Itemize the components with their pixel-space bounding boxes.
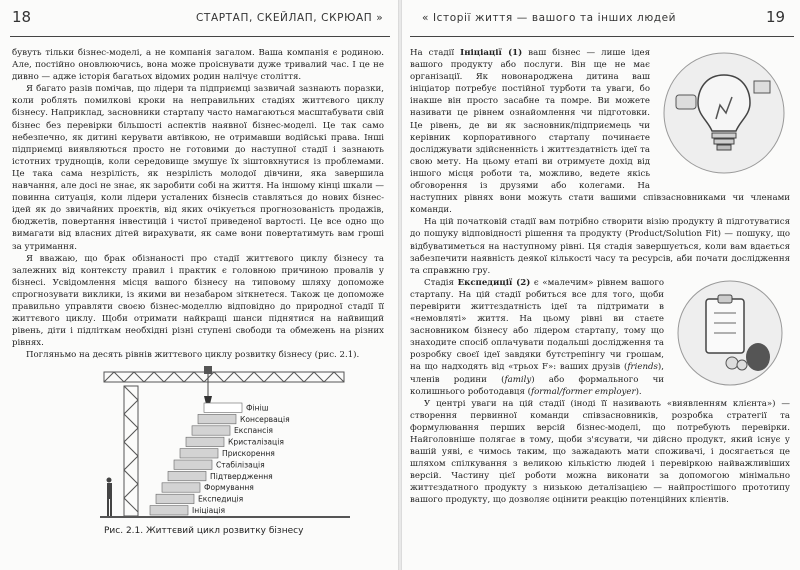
- level-label: Фініш: [246, 403, 269, 413]
- crane-tower: [124, 386, 138, 516]
- running-head: « Історії життя — вашого та інших людей: [422, 12, 677, 24]
- lightbulb-illustration: [658, 47, 790, 183]
- level-label: Експансія: [234, 426, 273, 436]
- level-block: [186, 437, 224, 446]
- levels-stack: [150, 403, 290, 515]
- paragraph: Я багато разів помічав, що лідери та підприємці зазвичай зазнають поразки, коли роблять помилкові кроки на неправильних стадіях життєвого циклу бізнесу. Наприклад, засновники стартапу часто намагаються масштабувати свій бізнес без перевірки більшості аспектів наявної бізнес-моделі. Це так само небезпечно, як дитині керувати автівкою, не отримавши водійські права. Інші підприємці виявляються просто не готовими до наступної стадії і зазнають істотних труднощів, коли середовище змушує їх зіштовхнутися із проблемами. Це така сама незрілість, як незрілість молодої дівчини, яка завершила навчання, але досі не знає, як заробити собі на життя. На іншому кінці шкали — повинна ситуація, коли лідери усталених бізнесів ставляться до нових бізнес-ідей як до звичайних проєктів, від яких очікується прогнозованість продажів, бюджетів, повертання інвестицій і чистої приведеної вартості. Це все одно що вимагати від власних дітей вирахувати, як саме вони повертатимуть вам гроші за утримання.: [12, 84, 384, 252]
- lifecycle-figure: [100, 364, 350, 522]
- paragraph: На цій початковій стадії вам потрібно створити візію продукту й підготуватися до пошуку відповідності рішення та продукту (Product/Solution Fit) — пошуку, що відбуватиметься на наступному рівні. Ця стадія завершується, коли вам вдається забезпечити наявність деякої кількості часу та ресурсів, аби почати дослідження та справжню гру.: [410, 217, 790, 276]
- paragraph-expedition: Стадія Експедиції (2) є «малечим» рівнем вашого стартапу. На цій стадії робиться все для того, щоби перевірити життєздатність ідеї та підтримати в «немовляті» життя. На цьому рівні ви стаєте засновником бізнесу або лідером стартапу, тому що знаходите спосіб оплачувати подальші дослідження та розробку своєї ідеї завдяки бутстрепінгу чи грошам, на що надходять від «трьох F»: ваших друзів (friends), членів родини (family) або формального чи колишнього роботодавця (formal/former employer).: [410, 277, 664, 397]
- page-number: 18: [12, 8, 32, 26]
- header-rule: [410, 36, 794, 37]
- body-text: [12, 47, 384, 361]
- level-label: Прискорення: [222, 449, 275, 458]
- header-rule: [10, 36, 390, 37]
- paragraph: Я вважаю, що брак обізнаності про стадії життєвого циклу бізнесу та залежних від контексту правил і практик є головною причиною провалів у бізнесі. Усвідомлення місця вашого бізнесу на типовому шляху допоможе спрогнозувати виклики, із якими ви незабаром зіткнетеся. Також це допоможе правильно управляти своєю бізнес-моделлю відповідно до природної стадії її життєвого циклу. Щоби отримати найкращі шанси піднятися на найвищий рівень, діти і підліткам необхідні різні ступені свободи та обмежень на різних рівнях.: [12, 253, 384, 349]
- level-label: Експедиція: [198, 494, 244, 504]
- trolley: [204, 366, 212, 374]
- checklist-illustration: [672, 277, 790, 389]
- left-page: [0, 0, 398, 570]
- level-label: Консервація: [240, 414, 290, 424]
- level-block: [162, 483, 200, 492]
- person-icon: [107, 478, 113, 517]
- level-block: [180, 449, 218, 458]
- level-block: [204, 403, 242, 412]
- paragraph: бувуть тільки бізнес-моделі, а не компанія загалом. Ваша компанія є родиною. Але, постійно оновлюючись, вона може проіснувати дуже тривалий час. І це не дивно — адже історія багатьох відомих родин налічує століття.: [12, 48, 384, 83]
- level-block: [156, 494, 194, 503]
- level-label: Формування: [204, 483, 254, 493]
- level-block: [150, 506, 188, 515]
- level-block: [198, 414, 236, 423]
- running-head: СТАРТАП, СКЕЙЛАП, СКРЮАП »: [196, 12, 384, 24]
- right-page: [402, 0, 800, 570]
- level-label: Кристалізація: [228, 437, 284, 447]
- level-label: Ініціація: [192, 506, 226, 515]
- level-block: [192, 426, 230, 435]
- level-block: [168, 471, 206, 480]
- paragraph: Погляньмо на десять рівнів життєвого циклу розвитку бізнесу (рис. 2.1).: [26, 350, 360, 361]
- level-label: Підтвердження: [210, 471, 273, 481]
- paragraph-initiation: На стадії Ініціації (1) ваш бізнес — лише ідея вашого продукту або послуги. Він ще не має організації. Як новонароджена дитина ваш ініціатор потребує постійної турботи та уваги, бо інакше він просто засабне та помре. Ви можете називати це рівнем ознайомлення чи підготовки. Це рівень, де ви як засновник/підприємець чи керівник корпоративного стартапу починаєте досліджувати здійсненність і життєздатність ідеї та свою мету. На цьому етапі ви отримуєте дохід від іншого місця роботи та, можливо, ведете якісь обговорення із друзями або колегами. На наступних рівнях вони можуть стати вашими співзасновниками чи членами команди.: [410, 48, 790, 216]
- level-block: [174, 460, 212, 469]
- body-text: [410, 47, 790, 507]
- crane-jib: [104, 372, 344, 382]
- page-number: 19: [766, 8, 786, 26]
- paragraph: У центрі уваги на цій стадії (іноді її називають «виявленням клієнта») — створення первинної команди співзасновників, розробка стратегії та формулювання перших версій бізнес-моделі, що потребують перевірки. Найголовніше полягає в тому, щоби з'ясувати, чи дійсно продукт, який існує у вашій уяві, є чимось таким, що зажадають мати споживачі, і досягається це шляхом спілкування з великою кількістю людей і перевіркою найважливіших версій. Частину цієї роботи можна виконати за допомогою мінімально життєздатного продукту з низькою деталізацією — найпростішого прототипу вашого продукту, що дозволяє оцінити реакцію потенційних клієнтів.: [410, 398, 790, 506]
- level-label: Стабілізація: [216, 460, 265, 470]
- figure-caption: Рис. 2.1. Життєвий цикл розвитку бізнесу: [104, 526, 304, 536]
